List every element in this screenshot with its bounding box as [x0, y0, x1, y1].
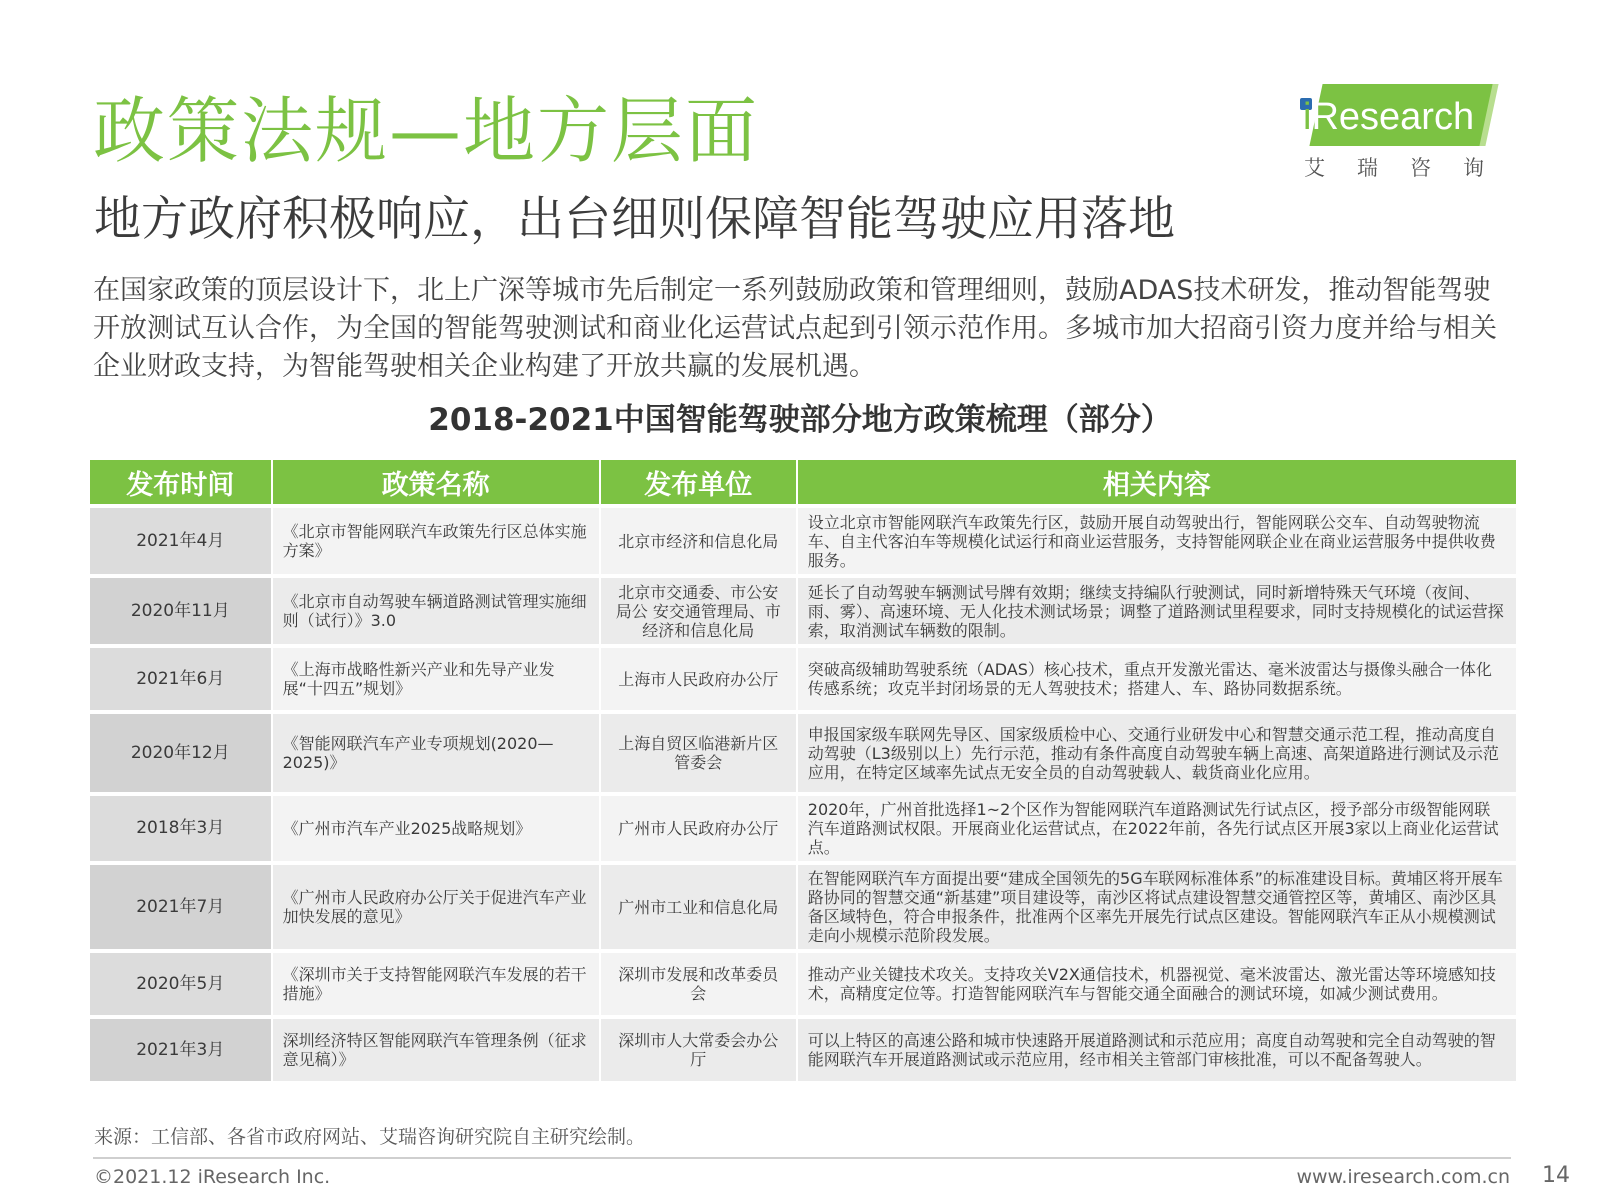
- header-date: 发布时间: [90, 460, 271, 504]
- cell-content: 突破高级辅助驾驶系统（ADAS）核心技术，重点开发激光雷达、毫米波雷达与摄像头融合一体化传感系统；攻克半封闭场景的无人驾驶技术；搭建人、车、路协同数据系统。: [798, 648, 1516, 710]
- cell-content: 可以上特区的高速公路和城市快速路开展道路测试和示范应用；高度自动驾驶和完全自动驾驶的智能网联汽车开展道路测试或示范应用，经市相关主管部门审核批准，可以不配备驾驶人。: [798, 1019, 1516, 1081]
- cell-date: 2021年7月: [90, 865, 271, 949]
- iresearch-logo: [1294, 82, 1516, 182]
- cell-date: 2020年5月: [90, 953, 271, 1015]
- cell-policy-name: 深圳经济特区智能网联汽车管理条例（征求意见稿）》: [273, 1019, 599, 1081]
- cell-issuer: 深圳市发展和改革委员会: [601, 953, 796, 1015]
- cell-policy-name: 《广州市汽车产业2025战略规划》: [273, 796, 599, 861]
- cell-date: 2020年12月: [90, 714, 271, 792]
- page-title: 政策法规—地方层面: [93, 89, 760, 173]
- cell-issuer: 广州市工业和信息化局: [601, 865, 796, 949]
- header-content: 相关内容: [798, 460, 1516, 504]
- table-header-row: [90, 460, 1516, 504]
- table-title: 2018-2021中国智能驾驶部分地方政策梳理（部分）: [428, 402, 1172, 438]
- cell-content: 延长了自动驾驶车辆测试号牌有效期；继续支持编队行驶测试，同时新增特殊天气环境（夜间、 雨、雾）、高速环境、无人化技术测试场景；调整了道路测试里程要求，同时支持规模化的试运营探索，取消测试车辆数的限制。: [798, 578, 1516, 644]
- cell-date: 2021年3月: [90, 1019, 271, 1081]
- intro-paragraph: 在国家政策的顶层设计下，北上广深等城市先后制定一系列鼓励政策和管理细则，鼓励ADAS技术研发，推动智能驾驶开放测试互认合作，为全国的智能驾驶测试和商业化运营试点起到引领示范作用。多城市加大招商引资力度并给与相关企业财政支持，为智能驾驶相关企业构建了开放共赢的发展机遇。: [93, 275, 1497, 382]
- website-link[interactable]: www.iresearch.com.cn: [1296, 1166, 1510, 1188]
- cell-policy-name: 《智能网联汽车产业专项规划(2020—2025)》: [273, 714, 599, 792]
- cell-date: 2021年6月: [90, 648, 271, 710]
- cell-issuer: 深圳市人大常委会办公厅: [601, 1019, 796, 1081]
- table-row: [90, 648, 1516, 710]
- copyright: ©2021.12 iResearch Inc.: [94, 1166, 331, 1188]
- cell-content: 设立北京市智能网联汽车政策先行区，鼓励开展自动驾驶出行，智能网联公交车、自动驾驶物流车、自主代客泊车等规模化试运行和商业运营服务，支持智能网联企业在商业运营服务中提供收费服务。: [798, 508, 1516, 574]
- cell-policy-name: 《北京市智能网联汽车政策先行区总体实施方案》: [273, 508, 599, 574]
- cell-content: 申报国家级车联网先导区、国家级质检中心、交通行业研发中心和智慧交通示范工程，推动高度自动驾驶（L3级别以上）先行示范，推动有条件高度自动驾驶车辆上高速、高架道路进行测试及示范应用，在特定区域率先试点无安全员的自动驾驶载人、载货商业化应用。: [798, 714, 1516, 792]
- cell-issuer: 广州市人民政府办公厅: [601, 796, 796, 861]
- table-row: [90, 953, 1516, 1015]
- page-number: 14: [1542, 1163, 1570, 1188]
- table-row: [90, 508, 1516, 574]
- cell-policy-name: 《北京市自动驾驶车辆道路测试管理实施细则（试行）》3.0: [273, 578, 599, 644]
- cell-content: 2020年，广州首批选择1~2个区作为智能网联汽车道路测试先行试点区，授予部分市级智能网联汽车道路测试权限。开展商业化运营试点，在2022年前，各先行试点区开展3家以上商业化运营试点。: [798, 796, 1516, 861]
- cell-content: 在智能网联汽车方面提出要“建成全国领先的5G车联网标准体系”的标准建设目标。黄埔区将开展车路协同的智慧交通“新基建”项目建设等，南沙区将试点建设智慧交通管控区等，黄埔区、南沙区具备区域特色，符合申报条件，批准两个区率先开展先行试点区建设。智能网联汽车正从小规模测试走向小规模示范阶段发展。: [798, 865, 1516, 949]
- cell-content: 推动产业关键技术攻关。支持攻关V2X通信技术，机器视觉、毫米波雷达、激光雷达等环境感知技术，高精度定位等。打造智能网联汽车与智能交通全面融合的测试环境，如减少测试费用。: [798, 953, 1516, 1015]
- footer-divider: [93, 1157, 1511, 1159]
- cell-date: 2021年4月: [90, 508, 271, 574]
- logo-wordmark: iResearch: [1303, 96, 1475, 138]
- table-row: [90, 1019, 1516, 1081]
- cell-policy-name: 《深圳市关于支持智能网联汽车发展的若干措施》: [273, 953, 599, 1015]
- cell-issuer: 北京市交通委、市公安局公 安交通管理局、市经济和信息化局: [601, 578, 796, 644]
- logo-chinese-name: 艾瑞咨询: [1304, 156, 1516, 180]
- page-subtitle: 地方政府积极响应，出台细则保障智能驾驶应用落地: [94, 192, 1175, 247]
- cell-date: 2020年11月: [90, 578, 271, 644]
- header-issuer: 发布单位: [601, 460, 796, 504]
- cell-issuer: 上海自贸区临港新片区管委会: [601, 714, 796, 792]
- policy-table: [88, 456, 1518, 1085]
- cell-issuer: 上海市人民政府办公厅: [601, 648, 796, 710]
- cell-issuer: 北京市经济和信息化局: [601, 508, 796, 574]
- table-row: [90, 865, 1516, 949]
- cell-policy-name: 《上海市战略性新兴产业和先导产业发展“十四五”规划》: [273, 648, 599, 710]
- source-note: 来源：工信部、各省市政府网站、艾瑞咨询研究院自主研究绘制。: [94, 1126, 646, 1148]
- header-policy-name: 政策名称: [273, 460, 599, 504]
- table-row: [90, 796, 1516, 861]
- table-row: [90, 714, 1516, 792]
- cell-date: 2018年3月: [90, 796, 271, 861]
- cell-policy-name: 《广州市人民政府办公厅关于促进汽车产业加快发展的意见》: [273, 865, 599, 949]
- table-row: [90, 578, 1516, 644]
